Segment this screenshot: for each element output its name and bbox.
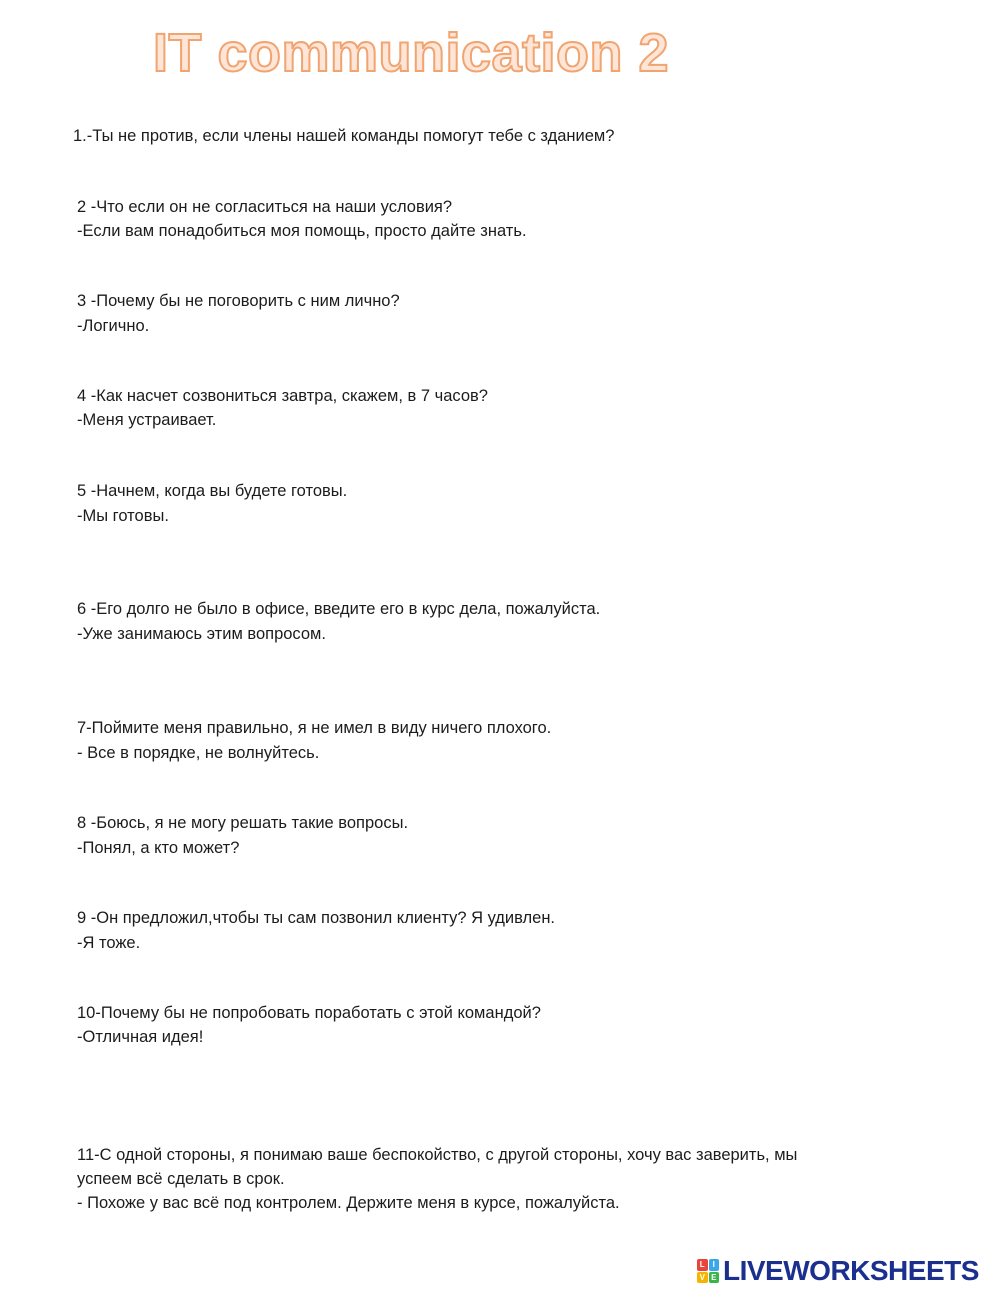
answer-9-text: -Я тоже. — [77, 934, 141, 952]
question-11-text-continued: успеем всё сделать в срок. — [77, 1170, 285, 1188]
question-3-text: 3 -Почему бы не поговорить с ним лично? — [77, 292, 400, 310]
answer-4-text: -Меня устраивает. — [77, 411, 217, 429]
question-5-text: 5 -Начнем, когда вы будете готовы. — [77, 482, 348, 500]
question-9-text: 9 -Он предложил,чтобы ты сам позвонил клиенту? Я удивлен. — [77, 909, 556, 927]
question-2-text: 2 -Что если он не согласиться на наши условия? — [77, 198, 453, 216]
worksheet-title: IT communication 2 — [153, 23, 670, 83]
answer-7-text: - Все в порядке, не волнуйтесь. — [77, 744, 320, 762]
logo-letter-l: L — [697, 1259, 708, 1271]
logo-letter-i: I — [709, 1259, 720, 1271]
liveworksheets-logo-icon — [697, 1259, 719, 1283]
answer-11-text: - Похоже у вас всё под контролем. Держите меня в курсе, пожалуйста. — [77, 1194, 620, 1212]
answer-6-text: -Уже занимаюсь этим вопросом. — [77, 625, 326, 643]
answer-10-text: -Отличная идея! — [77, 1028, 204, 1046]
answer-5-text: -Мы готовы. — [77, 507, 169, 525]
logo-letter-e: E — [709, 1272, 720, 1284]
answer-8-text: -Понял, а кто может? — [77, 839, 240, 857]
question-4-text: 4 -Как насчет созвониться завтра, скажем, в 7 часов? — [77, 387, 488, 405]
question-1-text: 1.-Ты не против, если члены нашей команды помогут тебе с зданием? — [73, 127, 615, 145]
question-11-text: 11-С одной стороны, я понимаю ваше беспокойство, с другой стороны, хочу вас заверить, мы — [77, 1146, 798, 1164]
logo-letter-v: V — [697, 1272, 708, 1284]
brand-name: LIVEWORKSHEETS — [723, 1255, 979, 1286]
question-6-text: 6 -Его долго не было в офисе, введите его в курс дела, пожалуйста. — [77, 600, 601, 618]
question-8-text: 8 -Боюсь, я не могу решать такие вопросы. — [77, 814, 409, 832]
question-7-text: 7-Поймите меня правильно, я не имел в виду ничего плохого. — [77, 719, 552, 737]
answer-2-text: -Если вам понадобиться моя помощь, просто дайте знать. — [77, 222, 527, 240]
answer-3-text: -Логично. — [77, 317, 150, 335]
liveworksheets-brand — [697, 1256, 979, 1286]
question-10-text: 10-Почему бы не попробовать поработать с этой командой? — [77, 1004, 541, 1022]
